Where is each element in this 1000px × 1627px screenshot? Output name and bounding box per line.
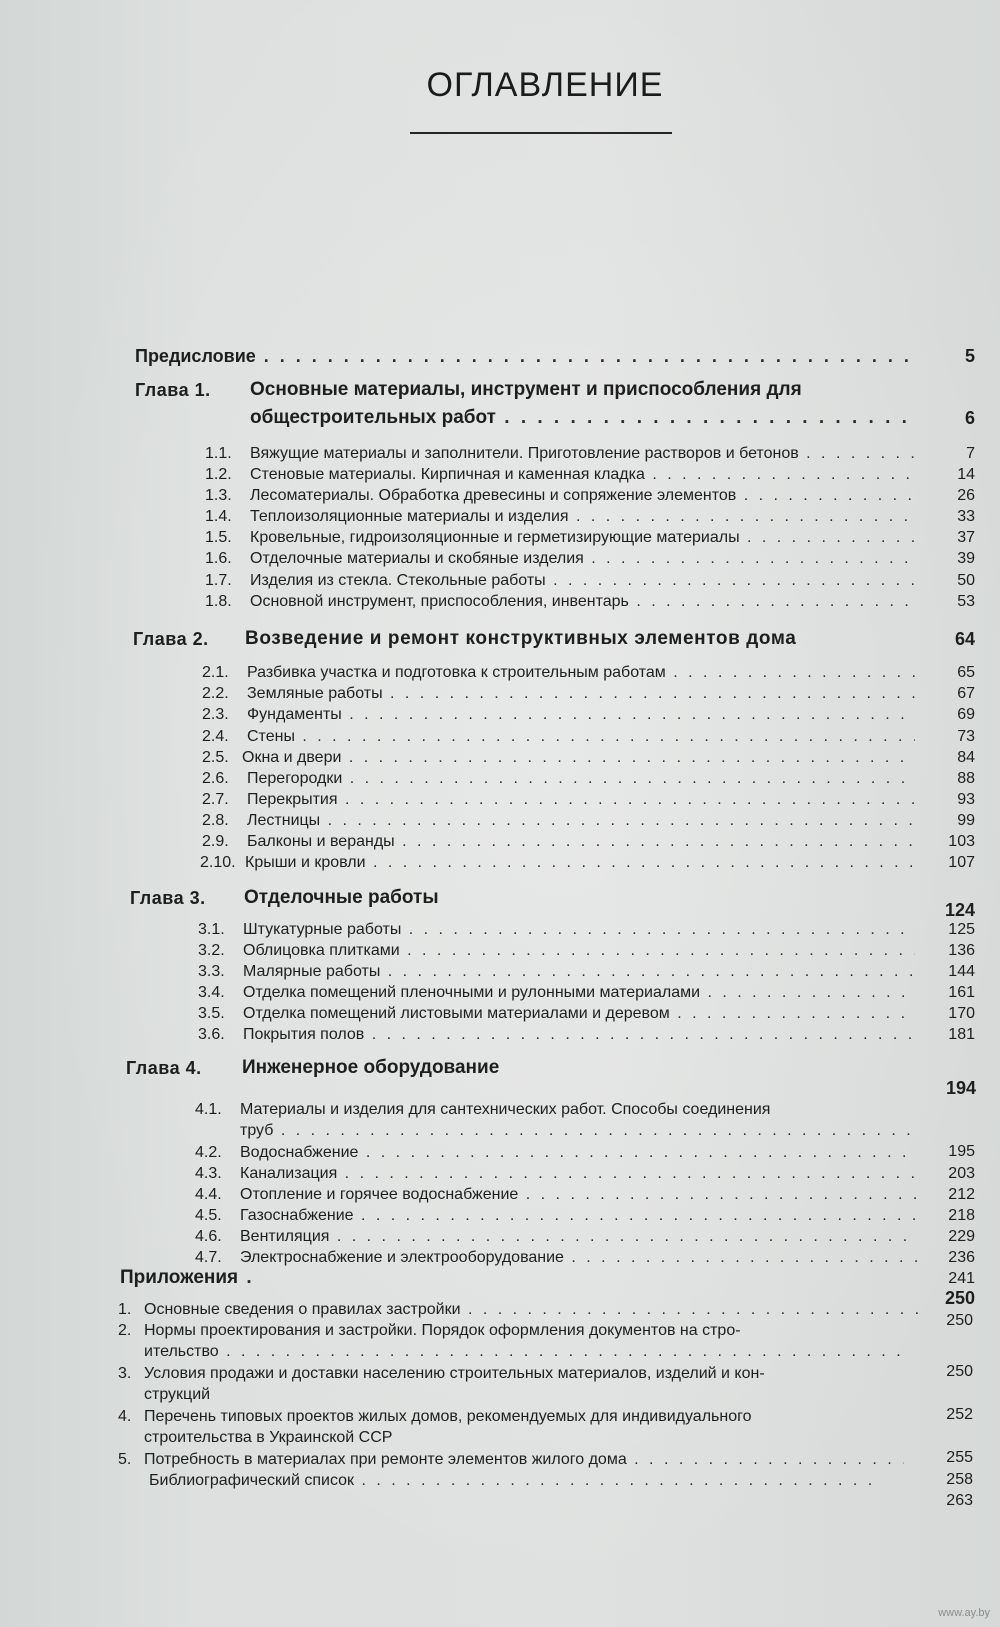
toc-item-text: Вяжущие материалы и заполнители. Приготовление растворов и бетонов . . . bbox=[250, 444, 915, 464]
toc-item-page: 88 bbox=[957, 770, 975, 787]
watermark: www.ay.by bbox=[938, 1607, 990, 1619]
toc-item-text: Стены . . . bbox=[247, 727, 915, 747]
toc-item-page: 241 bbox=[948, 1270, 975, 1287]
toc-appendix-label: Приложения . . . bbox=[120, 1268, 260, 1288]
toc-preface-page: 5 bbox=[964, 346, 975, 366]
toc-item-page: 53 bbox=[957, 593, 975, 610]
toc-item-page: 195 bbox=[948, 1143, 975, 1160]
toc-item-number: 3.4. bbox=[198, 984, 225, 1001]
toc-item-number: 2.3. bbox=[202, 706, 229, 723]
toc-chapter-1-number: Глава 1. bbox=[135, 380, 211, 400]
toc-item-page: 136 bbox=[948, 942, 975, 959]
toc-item-number: 1.3. bbox=[205, 487, 232, 504]
toc-item-text: Покрытия полов . . . bbox=[243, 1025, 915, 1045]
toc-item-number: 3.1. bbox=[198, 921, 225, 938]
toc-item-text-line2: труб . . . bbox=[240, 1121, 918, 1141]
toc-item-number: 4.2. bbox=[195, 1144, 222, 1161]
toc-item-text-line2: ительство . . . bbox=[144, 1342, 904, 1362]
toc-item-page: 203 bbox=[948, 1165, 975, 1182]
toc-item-text: Штукатурные работы . . . bbox=[243, 920, 915, 940]
toc-item-text: Изделия из стекла. Стекольные работы . . . bbox=[250, 571, 915, 591]
toc-item-text: Теплоизоляционные материалы и изделия . . . bbox=[250, 507, 915, 527]
toc-item-text: Стеновые материалы. Кирпичная и каменная кладка . . . bbox=[250, 465, 915, 485]
toc-item-page: 252 bbox=[946, 1406, 973, 1423]
toc-chapter-2-number: Глава 2. bbox=[133, 629, 209, 649]
toc-item-number: 3.3. bbox=[198, 963, 225, 980]
toc-chapter-1-page: 6 bbox=[964, 408, 975, 428]
toc-chapter-2-title: Возведение и ремонт конструктивных элементов дома bbox=[245, 629, 797, 649]
toc-item-number: 3.2. bbox=[198, 942, 225, 959]
toc-item-page: 144 bbox=[948, 963, 975, 980]
toc-item-text: Перекрытия . . . bbox=[247, 790, 915, 810]
toc-item-page: 258 bbox=[946, 1471, 973, 1488]
toc-item-page: 250 bbox=[946, 1312, 973, 1329]
toc-item-number: 2. bbox=[118, 1322, 132, 1339]
toc-item-text: Кровельные, гидроизоляционные и герметизирующие материалы . . . bbox=[250, 528, 915, 548]
toc-item-page: 84 bbox=[957, 749, 975, 766]
toc-item-text-line2: строительства в Украинской ССР bbox=[144, 1429, 393, 1446]
toc-item-text: Водоснабжение . . . bbox=[240, 1143, 918, 1163]
toc-item-page: 93 bbox=[957, 791, 975, 808]
toc-item-number: 1.4. bbox=[205, 508, 232, 525]
toc-item-number: 1.5. bbox=[205, 529, 232, 546]
toc-chapter-1-title-line1: Основные материалы, инструмент и приспособления для bbox=[250, 380, 802, 400]
toc-item-number: 4.1. bbox=[195, 1101, 222, 1118]
toc-item-page: 14 bbox=[957, 466, 975, 483]
toc-item-number: 1. bbox=[118, 1301, 132, 1318]
toc-item-number: 2.7. bbox=[202, 791, 229, 808]
toc-item-text: Потребность в материалах при ремонте элементов жилого дома . . . bbox=[144, 1450, 904, 1470]
toc-item-number: 2.10. bbox=[200, 854, 236, 871]
toc-bibliography-label: Библиографический список . . . bbox=[149, 1471, 879, 1491]
toc-item-number: 4.3. bbox=[195, 1165, 222, 1182]
toc-item-number: 2.5. bbox=[202, 749, 229, 766]
toc-item-text: Окна и двери . . . bbox=[242, 748, 915, 768]
toc-item-page: 218 bbox=[948, 1207, 975, 1224]
toc-item-number: 5. bbox=[118, 1451, 132, 1468]
toc-item-number: 4.5. bbox=[195, 1207, 222, 1224]
toc-item-page: 7 bbox=[966, 445, 975, 462]
toc-appendix-page: 250 bbox=[944, 1288, 975, 1308]
toc-item-text: Основной инструмент, приспособления, инвентарь . . . bbox=[250, 592, 915, 612]
toc-item-text: Малярные работы . . . bbox=[243, 962, 915, 982]
toc-item-number: 4. bbox=[118, 1408, 132, 1425]
toc-item-page: 107 bbox=[948, 854, 975, 871]
toc-item-text: Газоснабжение . . . bbox=[240, 1206, 918, 1226]
toc-item-text-line1: Перечень типовых проектов жилых домов, рекомендуемых для индивидуального bbox=[144, 1408, 752, 1425]
toc-item-text: Фундаменты . . . bbox=[247, 705, 915, 725]
toc-item-number: 1.8. bbox=[205, 593, 232, 610]
toc-item-number: 3.5. bbox=[198, 1005, 225, 1022]
toc-item-page: 125 bbox=[948, 921, 975, 938]
toc-item-text-line1: Нормы проектирования и застройки. Порядок оформления документов на стро- bbox=[144, 1322, 741, 1339]
toc-chapter-4-title: Инженерное оборудование bbox=[242, 1058, 500, 1078]
toc-item-number: 3. bbox=[118, 1365, 132, 1382]
toc-item-page: 65 bbox=[957, 664, 975, 681]
toc-item-page: 69 bbox=[957, 706, 975, 723]
toc-preface-label: Предисловие . . . bbox=[135, 346, 915, 366]
toc-item-number: 1.2. bbox=[205, 466, 232, 483]
toc-item-page: 229 bbox=[948, 1228, 975, 1245]
toc-item-page: 170 bbox=[948, 1005, 975, 1022]
toc-item-page: 37 bbox=[957, 529, 975, 546]
toc-item-number: 2.9. bbox=[202, 833, 229, 850]
toc-item-text: Лесоматериалы. Обработка древесины и сопряжение элементов . . . bbox=[250, 486, 915, 506]
toc-item-page: 181 bbox=[948, 1026, 975, 1043]
toc-item-number: 2.1. bbox=[202, 664, 229, 681]
toc-item-page: 236 bbox=[948, 1249, 975, 1266]
toc-item-text: Отопление и горячее водоснабжение . . . bbox=[240, 1185, 918, 1205]
toc-item-page: 255 bbox=[946, 1449, 973, 1466]
toc-item-text: Облицовка плитками . . . bbox=[243, 941, 915, 961]
toc-item-page: 67 bbox=[957, 685, 975, 702]
toc-item-page: 212 bbox=[948, 1186, 975, 1203]
toc-item-text: Канализация . . . bbox=[240, 1164, 918, 1184]
toc-item-number: 2.6. bbox=[202, 770, 229, 787]
toc-item-number: 1.1. bbox=[205, 445, 232, 462]
toc-item-number: 3.6. bbox=[198, 1026, 225, 1043]
toc-item-text: Вентиляция . . . bbox=[240, 1227, 918, 1247]
toc-item-text-line1: Материалы и изделия для сантехнических работ. Способы соединения bbox=[240, 1101, 771, 1118]
toc-item-text: Перегородки . . . bbox=[247, 769, 915, 789]
toc-item-text-line1: Условия продажи и доставки населению строительных материалов, изделий и кон- bbox=[144, 1365, 765, 1382]
toc-item-page: 33 bbox=[957, 508, 975, 525]
toc-item-page: 39 bbox=[957, 550, 975, 567]
toc-item-text: Основные сведения о правилах застройки . . . bbox=[144, 1300, 924, 1320]
toc-item-page: 99 bbox=[957, 812, 975, 829]
toc-item-text: Отделка помещений пленочными и рулонными материалами . . . bbox=[243, 983, 915, 1003]
toc-chapter-2-page: 64 bbox=[954, 629, 975, 649]
toc-item-text: Отделочные материалы и скобяные изделия . . . bbox=[250, 549, 915, 569]
toc-item-number: 4.6. bbox=[195, 1228, 222, 1245]
toc-item-number: 1.6. bbox=[205, 550, 232, 567]
toc-item-number: 1.7. bbox=[205, 572, 232, 589]
toc-chapter-4-page: 194 bbox=[945, 1078, 976, 1098]
toc-item-text: Крыши и кровли . . . bbox=[245, 853, 915, 873]
toc-chapter-3-title: Отделочные работы bbox=[244, 888, 439, 908]
toc-item-number: 2.2. bbox=[202, 685, 229, 702]
toc-item-text: Разбивка участка и подготовка к строительным работам . . . bbox=[247, 663, 915, 683]
toc-item-number: 4.7. bbox=[195, 1249, 222, 1266]
toc-item-text-line2: струкций bbox=[144, 1386, 211, 1403]
toc-bibliography-page: 263 bbox=[946, 1492, 973, 1509]
toc-chapter-3-number: Глава 3. bbox=[130, 888, 206, 908]
toc-chapter-4-number: Глава 4. bbox=[126, 1058, 202, 1078]
toc-chapter-1-title-line2: общестроительных работ . . . bbox=[250, 408, 915, 428]
toc-item-text: Земляные работы . . . bbox=[247, 684, 915, 704]
toc-item-text: Отделка помещений листовыми материалами и деревом . . . bbox=[243, 1004, 915, 1024]
toc-item-number: 2.8. bbox=[202, 812, 229, 829]
toc-item-page: 73 bbox=[957, 728, 975, 745]
toc-item-number: 4.4. bbox=[195, 1186, 222, 1203]
toc-item-text: Балконы и веранды . . . bbox=[247, 832, 915, 852]
toc-item-number: 2.4. bbox=[202, 728, 229, 745]
toc-chapter-3-page: 124 bbox=[944, 900, 975, 920]
toc-item-page: 161 bbox=[948, 984, 975, 1001]
page-title: ОГЛАВЛЕНИЕ bbox=[426, 66, 664, 104]
toc-item-page: 50 bbox=[957, 572, 975, 589]
toc-item-page: 26 bbox=[957, 487, 975, 504]
toc-item-text: Лестницы . . . bbox=[247, 811, 915, 831]
toc-item-page: 103 bbox=[948, 833, 975, 850]
toc-item-text: Электроснабжение и электрооборудование . . . bbox=[240, 1248, 918, 1268]
toc-item-page: 250 bbox=[946, 1363, 973, 1380]
